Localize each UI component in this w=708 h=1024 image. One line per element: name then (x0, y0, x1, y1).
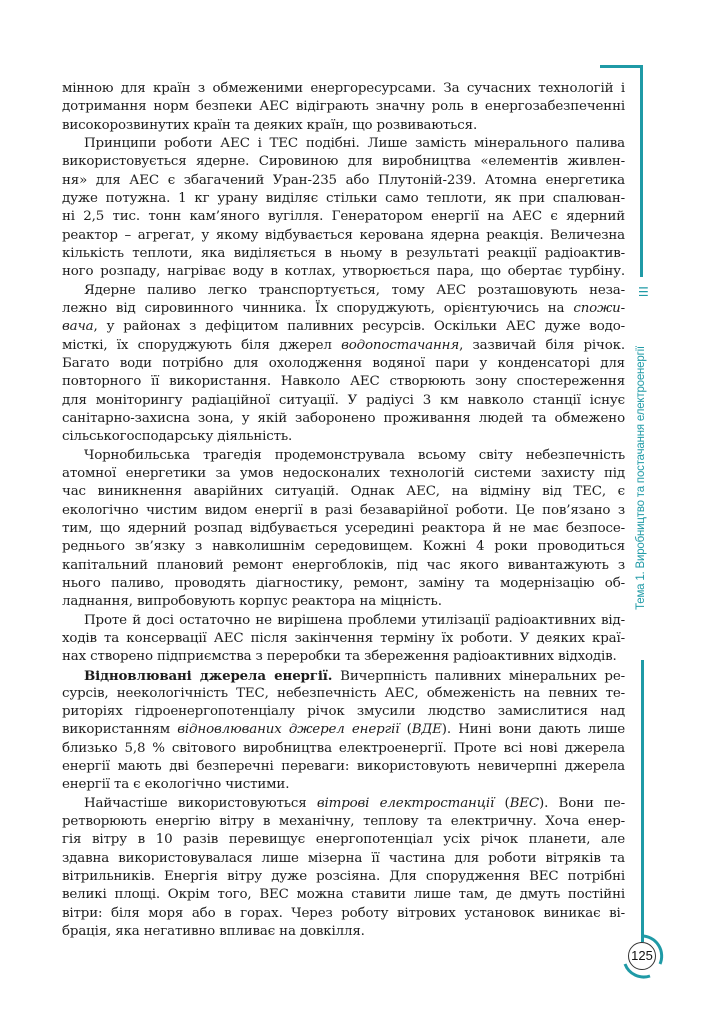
text-line (62, 648, 625, 666)
text-run: капітальний плановий ремонт енергоблоків, під час якого вивантажують з (62, 557, 625, 573)
italic-term: відновлюваних джерел енергії (177, 722, 400, 738)
text-run: лежно від сировинного чинника. Їх споруджують, орієнтуючись на (62, 300, 574, 316)
list-icon: ☰ (638, 285, 649, 299)
text-line (62, 612, 625, 630)
text-line (62, 923, 625, 941)
text-run: ного розпаду, нагріває воду в котлах, утворюється пара, що обертає турбіну. (62, 264, 625, 280)
text-run: ( (494, 795, 510, 811)
text-line (62, 373, 625, 391)
text-run: нього паливо, проводять діагностику, ремонт, заміну та модернізацію об- (62, 575, 625, 591)
text-line (62, 776, 625, 794)
text-run: брація, яка негативно впливає на довкілля. (62, 924, 365, 940)
text-line (62, 98, 625, 116)
text-run: ня» для АЕС є збагачений Уран-235 або Плутоній-239. Атомна енергетика (62, 172, 625, 188)
text-line (62, 117, 625, 135)
text-line (62, 428, 625, 446)
text-run: Чорнобильська трагедія продемонструвала всьому світу небезпечність (84, 447, 625, 463)
text-line (62, 447, 625, 465)
text-run: ні 2,5 тис. тонн кам’яного вугілля. Генератором енергії на АЕС є ядерний (62, 209, 625, 225)
text-line (62, 795, 625, 813)
lower-side-rule (641, 660, 644, 942)
text-line (62, 502, 625, 520)
text-line (62, 538, 625, 556)
italic-term: вітрові електростанції (316, 795, 495, 811)
text-run: Проте й досі остаточно не вирішена проблеми утилізації радіоактивних від- (84, 612, 625, 628)
text-line (62, 685, 625, 703)
text-line (62, 483, 625, 501)
text-line (62, 630, 625, 648)
upper-side-rule (640, 65, 643, 277)
text-line (62, 557, 625, 575)
text-run: ( (399, 722, 412, 738)
text-run: мінною для країн з обмеженими енергоресурсами. За сучасних технологій і (62, 81, 625, 96)
text-line (62, 282, 625, 300)
body-text (62, 80, 625, 941)
text-line (62, 392, 625, 410)
text-run: кількість теплоти, яка виділяється в ньому в результаті реакції радіоактив- (62, 245, 625, 261)
text-run: використанням (62, 722, 178, 738)
text-run: ладнання, випробовують корпус реактора на міцність. (62, 594, 442, 610)
text-run: тим, що ядерний розпад відбувається усередині реактора й не має безпосе- (62, 520, 625, 536)
text-line (62, 410, 625, 428)
text-line (62, 318, 625, 336)
italic-term: спожи- (573, 300, 625, 316)
text-run: Вичерпність паливних мінеральних ре- (332, 668, 625, 684)
text-run: дотримання норм безпеки АЕС відіграють значну роль в енергозабезпеченні (62, 99, 625, 115)
text-run: Принципи роботи АЕС і ТЕС подібні. Лише замість мінерального палива (84, 135, 625, 151)
text-run: використовується ядерне. Сировиною для виробництва «елементів живлен- (62, 154, 625, 170)
text-line (62, 850, 625, 868)
top-rule (600, 65, 643, 68)
text-line (62, 300, 625, 318)
text-line (62, 135, 625, 153)
text-line (62, 905, 625, 923)
text-line (62, 355, 625, 373)
text-line (62, 465, 625, 483)
text-line (62, 813, 625, 831)
text-line (62, 337, 625, 355)
text-line (62, 245, 625, 263)
text-run: санітарно-захисна зона, у якій заборонено проживання людей та обмежено (62, 410, 625, 426)
text-run: вітри: біля моря або в горах. Через роботу вітрових установок виникає ві- (62, 905, 625, 921)
text-run: ретворюють енергію вітру в механічну, теплову та електричну. Хоча енер- (62, 814, 625, 830)
text-line (62, 575, 625, 593)
text-run: дуже потужна. 1 кг урану виділяє стільки само теплоти, як при спалюван- (62, 190, 625, 206)
text-line (62, 208, 625, 226)
text-run: місткі, їх споруджують біля джерел (62, 337, 342, 353)
text-run: екологічно чистим видом енергії в разі безаварійної роботи. Це пов’язано з (62, 502, 625, 518)
text-run: близько 5,8 % світового виробництва електроенергії. Проте всі нові джерела (62, 740, 625, 756)
text-run: Ядерне паливо легко транспортується, тому АЕС розташовують неза- (84, 282, 625, 298)
text-line (62, 868, 625, 886)
text-run: для моніторингу радіаційної ситуації. У радіусі 3 км навколо станції існує (62, 392, 625, 408)
text-run: гія вітру в 10 разів перевищує енергопотенціал усіх річок планети, але (62, 832, 625, 848)
text-run: енергії та є екологічно чистими. (62, 777, 290, 793)
text-line (62, 721, 625, 739)
text-line (62, 263, 625, 281)
text-line (62, 703, 625, 721)
italic-term: ВЕС (509, 795, 540, 811)
text-run: Найчастіше використовуються (84, 795, 317, 811)
text-run: сурсів, неекологічність ТЕС, небезпечність АЕС, обмеженість на певних те- (62, 685, 625, 701)
text-line (62, 80, 625, 98)
page-number: 125 (628, 942, 656, 970)
text-run: великі площі. Окрім того, ВЕС можна ставити лише там, де дмуть постійні (62, 887, 625, 903)
text-run: ). Вони пе- (539, 795, 625, 811)
italic-term: вача (62, 319, 94, 335)
text-line (62, 593, 625, 611)
bold-heading: Відновлювані джерела енергії. (84, 667, 333, 684)
text-run: , у районах з дефіцитом паливних ресурсів. Оскільки АЕС дуже водо- (93, 319, 625, 335)
text-run: вітрильників. Енергія вітру дуже розсіяна. Для спорудження ВЕС потрібні (62, 869, 625, 885)
text-line (62, 758, 625, 776)
text-line (62, 172, 625, 190)
text-run: Багато води потрібно для охолодження водяної пари у конденсаторі для (62, 355, 625, 371)
text-run: високорозвинутих країн та деяких країн, що розвиваються. (62, 117, 478, 133)
text-line (62, 740, 625, 758)
text-run: реднього зв’язку з навколишнім середовищем. Кожні 4 роки проводиться (62, 539, 625, 555)
text-run: нах створено підприємства з переробки та збереження радіоактивних відходів. (62, 649, 617, 665)
italic-term: ВДЕ (411, 722, 442, 738)
text-run: ). Нині вони дають лише (441, 722, 625, 738)
text-run: атомної енергетики за умов недосконалих технологій системи захисту під (62, 465, 625, 481)
text-line (62, 190, 625, 208)
text-line (62, 153, 625, 171)
text-line (62, 886, 625, 904)
text-run: риторіях гідроенергопотенціалу річок змусили людство замислитися над (62, 704, 625, 720)
text-run: реактор – агрегат, у якому відбувається керована ядерна реакція. Величезна (62, 227, 625, 243)
text-line (62, 227, 625, 245)
text-run: ходів та консервації АЕС після закінчення терміну їх роботи. У деяких краї- (62, 630, 625, 646)
text-line (62, 667, 625, 685)
text-run: енергії мають дві безперечні переваги: використовують невичерпні джерела (62, 759, 625, 775)
text-run: , зазвичай біля річок. (459, 337, 625, 353)
text-line (62, 831, 625, 849)
italic-term: водопостачання (341, 337, 460, 353)
text-run: час виникнення аварійних ситуацій. Однак АЕС, на відміну від ТЕС, є (62, 484, 625, 500)
text-run: здавна використовувалася лише мізерна її частина для роботи вітряків та (62, 850, 625, 866)
text-line (62, 520, 625, 538)
topic-title: Тема 1. Виробництво та постачання електроенергії (635, 346, 647, 610)
text-run: сільськогосподарську діяльність. (62, 429, 293, 445)
text-run: повторного її використання. Навколо АЕС створюють зону спостереження (62, 374, 625, 390)
